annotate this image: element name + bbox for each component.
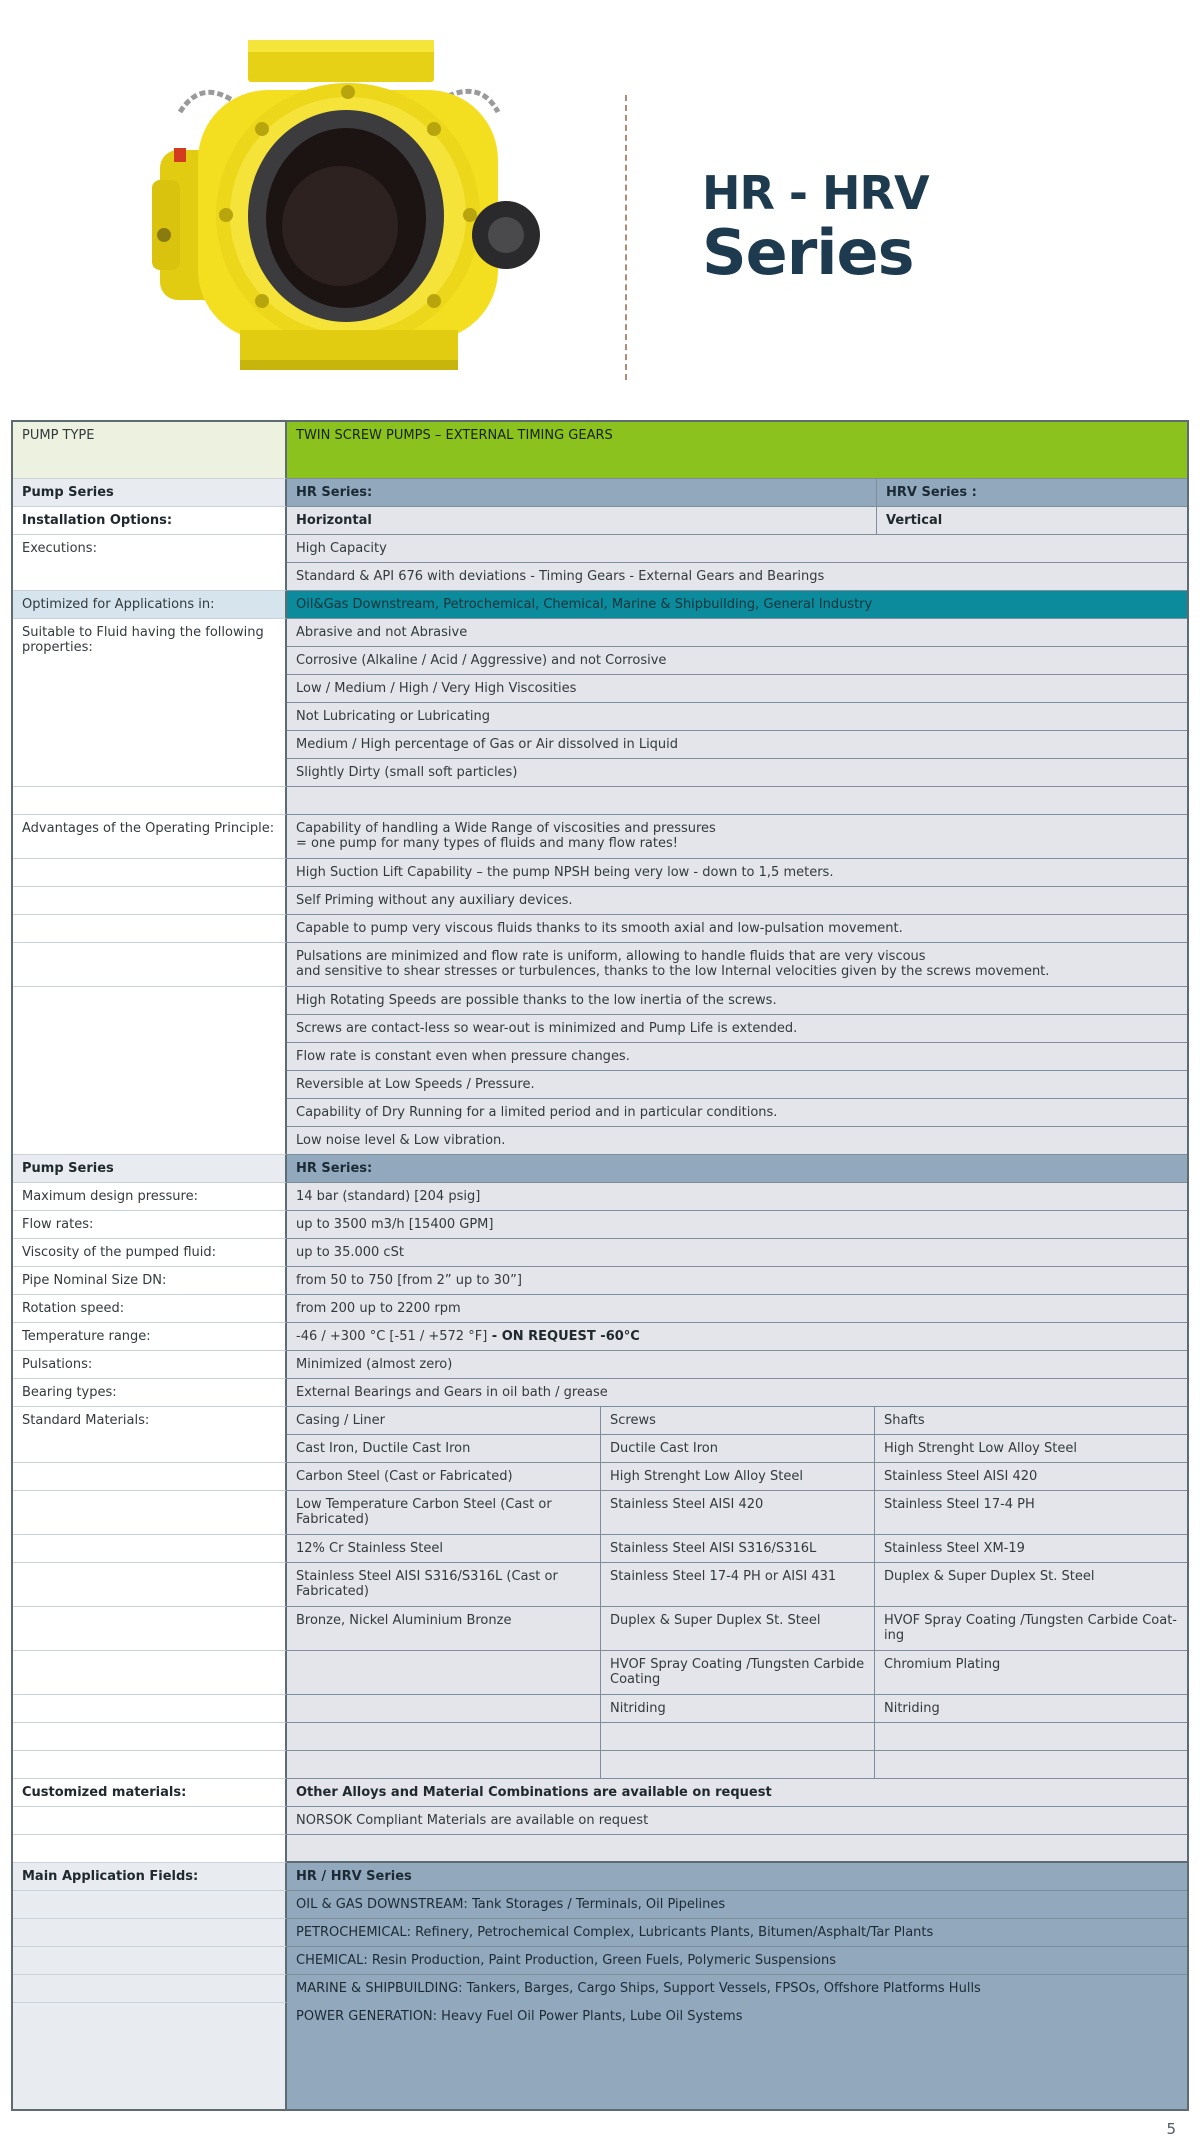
material-casing bbox=[287, 1695, 601, 1723]
label-spacer bbox=[13, 1651, 287, 1695]
label-spacer bbox=[13, 1975, 287, 2003]
execution-item: Standard & API 676 with deviations - Timing Gears - External Gears and Bearings bbox=[287, 563, 1187, 591]
material-casing: Bronze, Nickel Aluminium Bronze bbox=[287, 1607, 601, 1651]
materials-header-shafts: Shafts bbox=[875, 1407, 1187, 1435]
row-spec bbox=[13, 1379, 1187, 1407]
row-material bbox=[13, 1607, 1187, 1651]
row-customized bbox=[13, 1807, 1187, 1835]
hr-series-header: HR Series: bbox=[287, 1155, 1187, 1183]
label-spacer bbox=[13, 1807, 287, 1835]
spec-label: Bearing types: bbox=[13, 1379, 287, 1407]
material-casing bbox=[287, 1751, 601, 1779]
fluids-values bbox=[287, 619, 1187, 787]
material-casing: 12% Cr Stainless Steel bbox=[287, 1535, 601, 1563]
row-material bbox=[13, 1435, 1187, 1463]
temperature-on-request: - ON REQUEST -60°C bbox=[487, 1329, 640, 1344]
advantage-item: Screws are contact-less so wear-out is minimized and Pump Life is extended. bbox=[287, 1015, 1187, 1043]
fluids-label: Suitable to Fluid having the following properties: bbox=[13, 619, 287, 787]
row-advantage bbox=[13, 915, 1187, 943]
row-material bbox=[13, 1695, 1187, 1723]
row-application bbox=[13, 1891, 1187, 1919]
row-materials-header bbox=[13, 1407, 1187, 1435]
row-spec bbox=[13, 1351, 1187, 1379]
row-advantage bbox=[13, 943, 1187, 987]
hero-header bbox=[0, 0, 1200, 420]
spec-label: Pipe Nominal Size DN: bbox=[13, 1267, 287, 1295]
material-screws: HVOF Spray Coating /Tungsten Carbide Coating bbox=[601, 1651, 875, 1695]
spec-label: Maximum design pressure: bbox=[13, 1183, 287, 1211]
row-material bbox=[13, 1651, 1187, 1695]
application-field: CHEMICAL: Resin Production, Paint Production, Green Fuels, Polymeric Suspensions bbox=[287, 1947, 1187, 1975]
material-casing: Stainless Steel AISI S316/S316L (Cast or Fabricated) bbox=[287, 1563, 601, 1607]
row-executions-1 bbox=[13, 535, 1187, 563]
label-spacer bbox=[13, 1491, 287, 1535]
row-empty bbox=[13, 1835, 1187, 1863]
material-shafts: HVOF Spray Coating /Tungsten Carbide Coat-ing bbox=[875, 1607, 1187, 1651]
row-advantage bbox=[13, 859, 1187, 887]
label-spacer bbox=[13, 1607, 287, 1651]
material-screws: Nitriding bbox=[601, 1695, 875, 1723]
row-pump-series bbox=[13, 479, 1187, 507]
executions-label: Executions: bbox=[13, 535, 287, 563]
material-casing: Carbon Steel (Cast or Fabricated) bbox=[287, 1463, 601, 1491]
applications-header: HR / HRV Series bbox=[287, 1863, 1187, 1891]
label-spacer bbox=[13, 987, 287, 1155]
series-title-line1: HR - HRV bbox=[702, 166, 929, 220]
customized-value: Other Alloys and Material Combinations are available on request bbox=[287, 1779, 1187, 1807]
advantage-item: Reversible at Low Speeds / Pressure. bbox=[287, 1071, 1187, 1099]
advantage-item: Flow rate is constant even when pressure changes. bbox=[287, 1043, 1187, 1071]
series-title-line2: Series bbox=[702, 216, 914, 289]
material-screws: Stainless Steel 17-4 PH or AISI 431 bbox=[601, 1563, 875, 1607]
advantage-item: Self Priming without any auxiliary devices. bbox=[287, 887, 1187, 915]
spec-value: up to 3500 m3/h [15400 GPM] bbox=[287, 1211, 1187, 1239]
advantage-item bbox=[287, 815, 1187, 859]
pump-series-label: Pump Series bbox=[13, 479, 287, 507]
row-spec bbox=[13, 1239, 1187, 1267]
row-material bbox=[13, 1491, 1187, 1535]
material-shafts: Nitriding bbox=[875, 1695, 1187, 1723]
row-advantages-group bbox=[13, 987, 1187, 1155]
spec-label: Temperature range: bbox=[13, 1323, 287, 1351]
row-spec bbox=[13, 1267, 1187, 1295]
row-applications-header bbox=[13, 1863, 1187, 1891]
hrv-series-header: HRV Series : bbox=[877, 479, 1187, 507]
material-screws: Stainless Steel AISI 420 bbox=[601, 1491, 875, 1535]
spec-value bbox=[287, 1323, 1187, 1351]
dashed-divider bbox=[625, 95, 627, 380]
material-shafts: Duplex & Super Duplex St. Steel bbox=[875, 1563, 1187, 1607]
row-material bbox=[13, 1751, 1187, 1779]
row-material bbox=[13, 1535, 1187, 1563]
row-executions-2 bbox=[13, 563, 1187, 591]
row-spec bbox=[13, 1295, 1187, 1323]
spec-value: 14 bar (standard) [204 psig] bbox=[287, 1183, 1187, 1211]
spec-value: Minimized (almost zero) bbox=[287, 1351, 1187, 1379]
advantage-item: Capability of Dry Running for a limited period and in particular conditions. bbox=[287, 1099, 1187, 1127]
row-advantage bbox=[13, 815, 1187, 859]
row-optimized bbox=[13, 591, 1187, 619]
row-empty bbox=[13, 787, 1187, 815]
specifications-table bbox=[11, 420, 1189, 2111]
fluid-property: Corrosive (Alkaline / Acid / Aggressive) and not Corrosive bbox=[287, 647, 1187, 675]
advantage-line: and sensitive to shear stresses or turbulences, thanks to the low Internal velocities given by the screws movement. bbox=[296, 964, 1050, 979]
material-screws: Stainless Steel AISI S316/S316L bbox=[601, 1535, 875, 1563]
row-application bbox=[13, 1947, 1187, 1975]
advantage-line: Pulsations are minimized and flow rate is uniform, allowing to handle fluids that are very viscous bbox=[296, 949, 926, 964]
row-material bbox=[13, 1723, 1187, 1751]
label-spacer bbox=[13, 1891, 287, 1919]
label-spacer bbox=[13, 1563, 287, 1607]
material-screws: Ductile Cast Iron bbox=[601, 1435, 875, 1463]
row-customized bbox=[13, 1779, 1187, 1807]
material-screws: Duplex & Super Duplex St. Steel bbox=[601, 1607, 875, 1651]
temperature-range: -46 / +300 °C [-51 / +572 °F] bbox=[296, 1329, 488, 1344]
row-material bbox=[13, 1563, 1187, 1607]
advantages-label: Advantages of the Operating Principle: bbox=[13, 815, 287, 859]
advantage-item: High Suction Lift Capability – the pump NPSH being very low - down to 1,5 meters. bbox=[287, 859, 1187, 887]
label-spacer bbox=[13, 2003, 287, 2109]
advantage-line: = one pump for many types of fluids and many flow rates! bbox=[296, 836, 678, 851]
row-pump-series-2 bbox=[13, 1155, 1187, 1183]
material-shafts: Stainless Steel 17-4 PH bbox=[875, 1491, 1187, 1535]
fluid-property: Low / Medium / High / Very High Viscosities bbox=[287, 675, 1187, 703]
twin-screw-pump-image bbox=[140, 30, 560, 380]
spec-value: External Bearings and Gears in oil bath / grease bbox=[287, 1379, 1187, 1407]
material-screws bbox=[601, 1751, 875, 1779]
application-field: MARINE & SHIPBUILDING: Tankers, Barges, Cargo Ships, Support Vessels, FPSOs, Offshore Platforms Hulls bbox=[287, 1975, 1187, 2003]
row-application bbox=[13, 1975, 1187, 2003]
materials-label: Standard Materials: bbox=[13, 1407, 287, 1435]
applications-label: Main Application Fields: bbox=[13, 1863, 287, 1891]
series-title bbox=[702, 166, 929, 289]
material-screws: High Strenght Low Alloy Steel bbox=[601, 1463, 875, 1491]
spec-value: from 200 up to 2200 rpm bbox=[287, 1295, 1187, 1323]
material-casing bbox=[287, 1723, 601, 1751]
row-advantage bbox=[13, 887, 1187, 915]
label-spacer bbox=[13, 1835, 287, 1863]
pump-type-value: TWIN SCREW PUMPS – EXTERNAL TIMING GEARS bbox=[287, 422, 1187, 479]
row-application bbox=[13, 1919, 1187, 1947]
label-spacer bbox=[13, 1463, 287, 1491]
label-spacer bbox=[13, 787, 287, 815]
row-spec bbox=[13, 1183, 1187, 1211]
application-field: PETROCHEMICAL: Refinery, Petrochemical Complex, Lubricants Plants, Bitumen/Asphalt/Tar Plants bbox=[287, 1919, 1187, 1947]
row-spec bbox=[13, 1323, 1187, 1351]
fluid-property: Not Lubricating or Lubricating bbox=[287, 703, 1187, 731]
advantage-values bbox=[287, 987, 1187, 1155]
row-pump-type bbox=[13, 422, 1187, 479]
pump-series-label: Pump Series bbox=[13, 1155, 287, 1183]
label-spacer bbox=[13, 1695, 287, 1723]
label-spacer bbox=[13, 1919, 287, 1947]
advantage-line: Capability of handling a Wide Range of viscosities and pressures bbox=[296, 821, 716, 836]
spec-label: Viscosity of the pumped fluid: bbox=[13, 1239, 287, 1267]
material-shafts: High Strenght Low Alloy Steel bbox=[875, 1435, 1187, 1463]
fluid-property: Slightly Dirty (small soft particles) bbox=[287, 759, 1187, 787]
label-spacer bbox=[13, 943, 287, 987]
row-material bbox=[13, 1463, 1187, 1491]
advantage-item: Low noise level & Low vibration. bbox=[287, 1127, 1187, 1155]
customized-value: NORSOK Compliant Materials are available on request bbox=[287, 1807, 1187, 1835]
label-spacer bbox=[13, 859, 287, 887]
label-spacer bbox=[13, 1947, 287, 1975]
material-casing: Cast Iron, Ductile Cast Iron bbox=[287, 1435, 601, 1463]
spec-value: from 50 to 750 [from 2” up to 30”] bbox=[287, 1267, 1187, 1295]
spec-label: Rotation speed: bbox=[13, 1295, 287, 1323]
application-field: POWER GENERATION: Heavy Fuel Oil Power Plants, Lube Oil Systems bbox=[287, 2003, 1187, 2109]
installation-label: Installation Options: bbox=[13, 507, 287, 535]
material-shafts bbox=[875, 1723, 1187, 1751]
material-shafts bbox=[875, 1751, 1187, 1779]
page-number: 5 bbox=[1166, 2120, 1176, 2138]
spec-value: up to 35.000 cSt bbox=[287, 1239, 1187, 1267]
materials-header-screws: Screws bbox=[601, 1407, 875, 1435]
optimized-value: Oil&Gas Downstream, Petrochemical, Chemical, Marine & Shipbuilding, General Industry bbox=[287, 591, 1187, 619]
execution-item: High Capacity bbox=[287, 535, 1187, 563]
label-spacer bbox=[13, 887, 287, 915]
optimized-label: Optimized for Applications in: bbox=[13, 591, 287, 619]
installation-hr: Horizontal bbox=[287, 507, 877, 535]
material-shafts: Chromium Plating bbox=[875, 1651, 1187, 1695]
label-spacer bbox=[13, 1723, 287, 1751]
materials-header-casing: Casing / Liner bbox=[287, 1407, 601, 1435]
fluid-property: Medium / High percentage of Gas or Air dissolved in Liquid bbox=[287, 731, 1187, 759]
row-application bbox=[13, 2003, 1187, 2109]
material-shafts: Stainless Steel AISI 420 bbox=[875, 1463, 1187, 1491]
pump-type-label: PUMP TYPE bbox=[13, 422, 287, 479]
row-fluids bbox=[13, 619, 1187, 787]
row-installation bbox=[13, 507, 1187, 535]
material-casing: Low Temperature Carbon Steel (Cast or Fabricated) bbox=[287, 1491, 601, 1535]
empty-cell bbox=[287, 787, 1187, 815]
material-screws bbox=[601, 1723, 875, 1751]
material-casing bbox=[287, 1651, 601, 1695]
advantage-item: Capable to pump very viscous fluids thanks to its smooth axial and low-pulsation movement. bbox=[287, 915, 1187, 943]
advantage-item bbox=[287, 943, 1187, 987]
installation-hrv: Vertical bbox=[877, 507, 1187, 535]
label-spacer bbox=[13, 1435, 287, 1463]
empty-cell bbox=[287, 1835, 1187, 1863]
application-field: OIL & GAS DOWNSTREAM: Tank Storages / Terminals, Oil Pipelines bbox=[287, 1891, 1187, 1919]
spec-label: Flow rates: bbox=[13, 1211, 287, 1239]
fluid-property: Abrasive and not Abrasive bbox=[287, 619, 1187, 647]
advantage-item: High Rotating Speeds are possible thanks to the low inertia of the screws. bbox=[287, 987, 1187, 1015]
label-spacer bbox=[13, 1751, 287, 1779]
label-spacer bbox=[13, 563, 287, 591]
label-spacer bbox=[13, 915, 287, 943]
label-spacer bbox=[13, 1535, 287, 1563]
spec-label: Pulsations: bbox=[13, 1351, 287, 1379]
hr-series-header: HR Series: bbox=[287, 479, 877, 507]
row-spec bbox=[13, 1211, 1187, 1239]
customized-label: Customized materials: bbox=[13, 1779, 287, 1807]
material-shafts: Stainless Steel XM-19 bbox=[875, 1535, 1187, 1563]
